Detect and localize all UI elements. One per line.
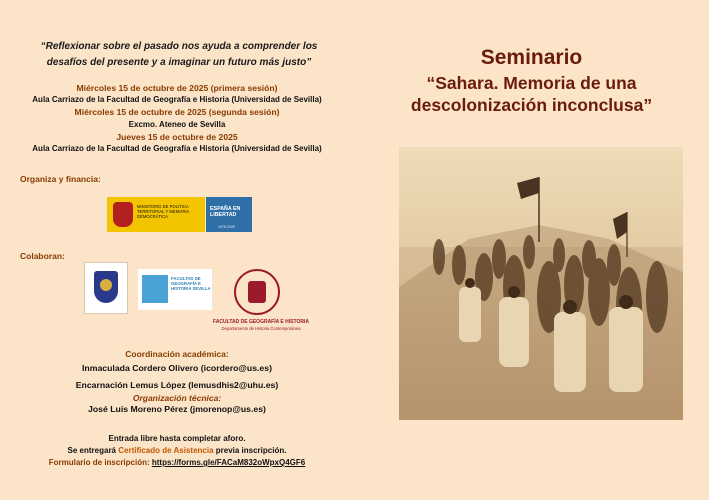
espana-logo-text xyxy=(210,206,240,218)
form-label: Formulario de inscripción: xyxy=(48,458,152,467)
free-entry-text: Entrada libre hasta completar aforo. xyxy=(108,434,246,443)
sepia-march-illustration xyxy=(399,147,683,420)
ateneo-logo xyxy=(84,262,128,314)
seminar-title xyxy=(354,44,709,116)
coordination-heading: Coordinación académica: xyxy=(125,349,229,359)
form-line xyxy=(10,457,344,469)
session-1-place: Aula Carriazo de la Facultad de Geografía e Historia (Universidad de Sevilla) xyxy=(32,95,322,105)
quote xyxy=(20,39,338,71)
espana-libertad-logo xyxy=(206,197,252,232)
espana-logo-year: 1975-2025 xyxy=(218,225,235,229)
session-1-date: Miércoles 15 de octubre de 2025 (primera sesión) xyxy=(76,83,278,93)
us-seal-icon xyxy=(234,269,280,315)
form-link[interactable]: https://forms.gle/FACaM832oWpxQ4GF6 xyxy=(151,458,306,467)
session-2-date: Miércoles 15 de octubre de 2025 (segunda sesión) xyxy=(74,107,280,118)
spain-crest-icon xyxy=(113,202,133,227)
title-line-1: Seminario xyxy=(480,46,583,69)
building-icon xyxy=(142,275,168,303)
coordinator-2: Encarnación Lemus López (lemusdhis2@uhu.es) xyxy=(75,380,279,390)
session-3-date: Jueves 15 de octubre de 2025 xyxy=(116,131,238,142)
session-list xyxy=(10,82,344,155)
session-3-place: Aula Carriazo de la Facultad de Geografía e Historia (Universidad de Sevilla) xyxy=(32,144,322,154)
title-line-3: descolonización inconclusa” xyxy=(410,95,653,115)
ministry-logo-text: MINISTERIO DE POLÍTICA TERRITORIAL Y MEMORIA DEMOCRÁTICA xyxy=(137,204,190,219)
colaboran-label: Colaboran: xyxy=(20,251,65,261)
certificate-text-pre: Se entregará xyxy=(67,446,119,455)
certificate-text-post: previa inscripción. xyxy=(213,446,287,455)
sahara-march-photo xyxy=(399,147,683,420)
title-line-2: “Sahara. Memoria de una xyxy=(426,73,637,93)
espana-logo-line-2: LIBERTAD xyxy=(210,212,237,218)
facultad-geografia-logo xyxy=(138,269,212,310)
coordinator-1: Inmaculada Cordero Olivero (icordero@us.es) xyxy=(82,363,272,373)
facultad-logo-text: FACULTAD DE GEOGRAFÍA E HISTORIA SEVILLA xyxy=(171,276,211,292)
coordination-block xyxy=(10,349,344,390)
certificate-text xyxy=(10,445,344,457)
organiza-label: Organiza y financia: xyxy=(20,174,101,184)
certificate-highlight: Certificado de Asistencia xyxy=(118,446,214,455)
session-2-place: Excmo. Ateneo de Sevilla xyxy=(128,119,226,129)
universidad-sevilla-logo xyxy=(213,268,309,332)
quote-line-1: “Reflexionar sobre el pasado nos ayuda a comprender los xyxy=(40,41,318,52)
ateneo-shield-icon xyxy=(94,271,118,303)
technical-heading: Organización técnica: xyxy=(132,393,222,403)
left-panel xyxy=(0,0,354,500)
technical-person: José Luis Moreno Pérez (jmorenop@us.es) xyxy=(88,404,266,414)
quote-line-2: desafíos del presente y a imaginar un futuro más justo” xyxy=(46,57,312,68)
us-logo-title: FACULTAD DE GEOGRAFÍA E HISTORIA xyxy=(213,319,309,325)
us-logo-subtitle: Departamento de Historia Contemporánea xyxy=(221,326,301,331)
ministry-logo xyxy=(107,197,205,232)
registration-footer xyxy=(10,433,344,469)
espana-logo-line-1: ESPAÑA EN xyxy=(210,206,241,212)
technical-block xyxy=(10,393,344,414)
